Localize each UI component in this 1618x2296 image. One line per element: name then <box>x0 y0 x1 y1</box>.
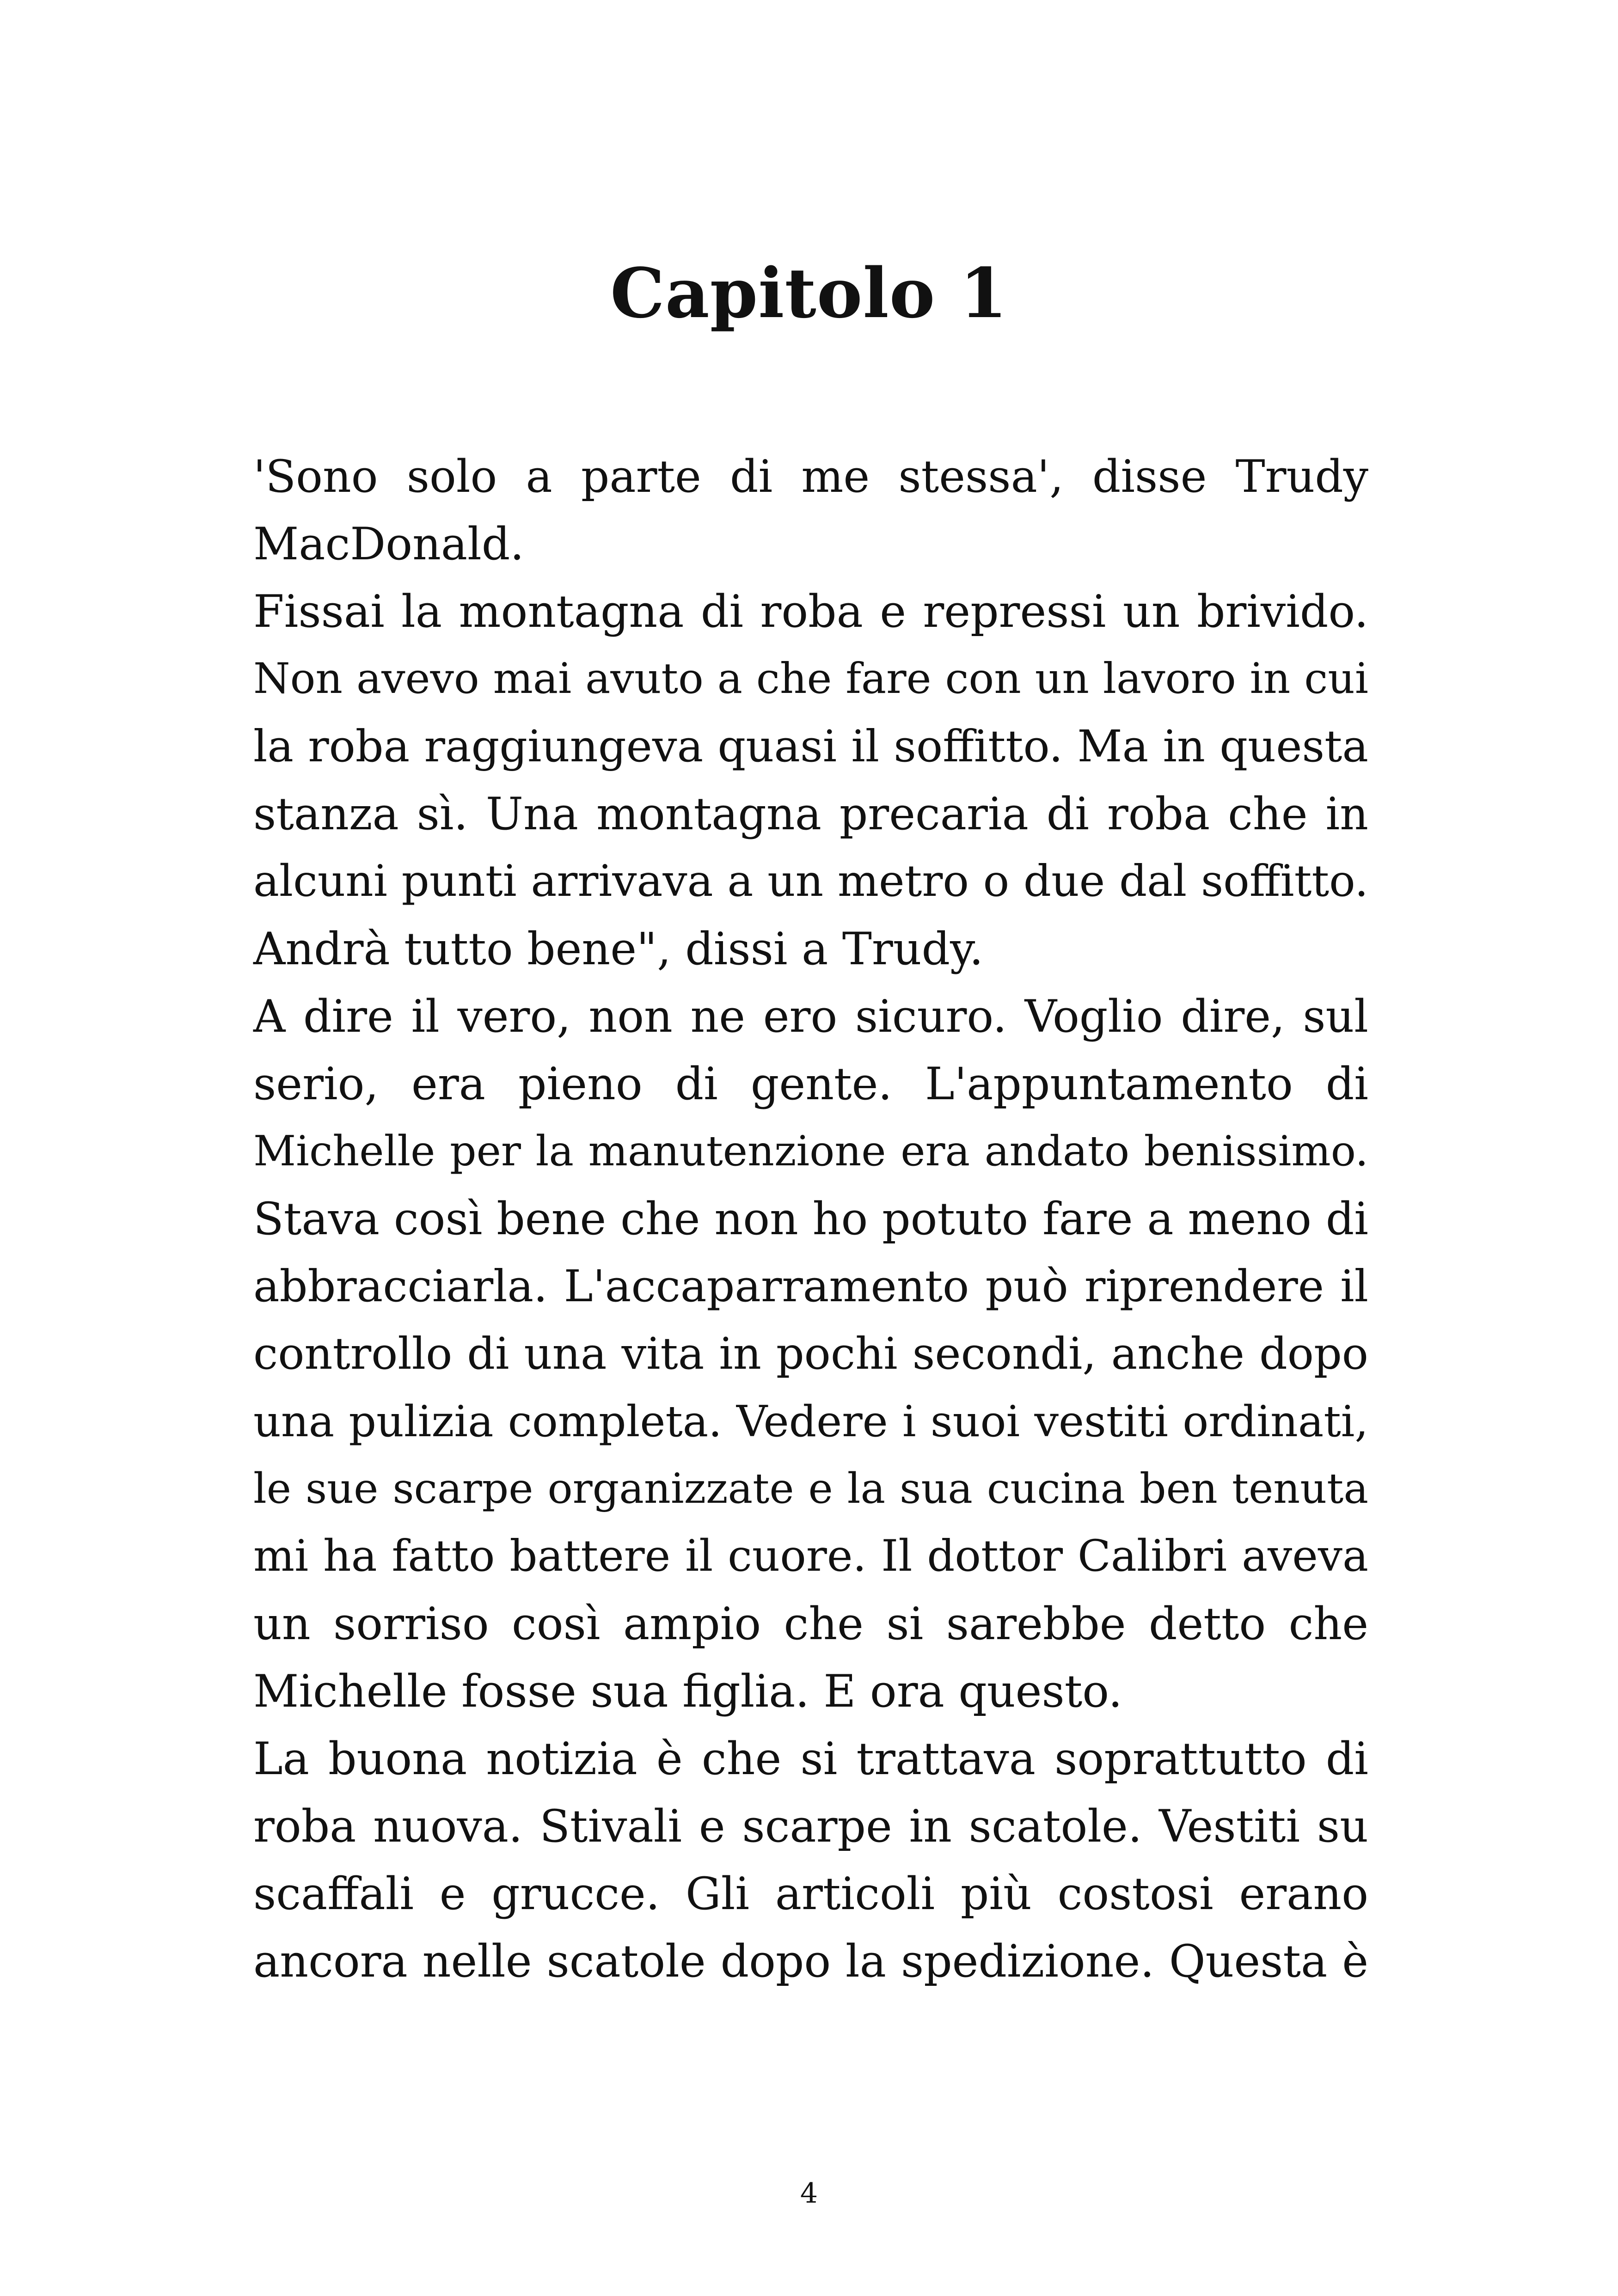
text-line: abbracciarla. L'accaparramento può riprendere il <box>253 1261 1368 1312</box>
text-line: Andrà tutto bene", dissi a Trudy. <box>253 923 984 975</box>
text-line: Michelle fosse sua figlia. E ora questo. <box>253 1665 1122 1717</box>
text-line: roba nuova. Stivali e scarpe in scatole. Vestiti su <box>253 1800 1368 1852</box>
chapter-title: Capitolo 1 <box>610 253 1008 333</box>
text-line: la roba raggiungeva quasi il soffitto. Ma in questa <box>253 721 1368 772</box>
text-line: Michelle per la manutenzione era andato benissimo. <box>253 1127 1368 1176</box>
text-line: le sue scarpe organizzate e la sua cucina ben tenuta <box>253 1464 1368 1513</box>
page-number: 4 <box>800 2177 818 2210</box>
text-line: scaffali e grucce. Gli articoli più costosi erano <box>253 1868 1368 1920</box>
body-text <box>253 443 1368 1995</box>
text-line: La buona notizia è che si trattava soprattutto di <box>253 1733 1368 1785</box>
text-line: 'Sono solo a parte di me stessa', disse Trudy <box>253 451 1368 502</box>
text-line: stanza sì. Una montagna precaria di roba che in <box>253 788 1368 840</box>
text-line: MacDonald. <box>253 518 524 570</box>
text-line: controllo di una vita in pochi secondi, anche dopo <box>253 1329 1368 1379</box>
text-line: A dire il vero, non ne ero sicuro. Voglio dire, sul <box>253 991 1368 1042</box>
text-line: mi ha fatto battere il cuore. Il dottor Calibri aveva <box>253 1531 1368 1581</box>
text-line: un sorriso così ampio che si sarebbe detto che <box>253 1598 1368 1650</box>
text-line: serio, era pieno di gente. L'appuntamento di <box>253 1058 1368 1110</box>
text-line: ancora nelle scatole dopo la spedizione. Questa è <box>253 1935 1368 1987</box>
text-line: Fissai la montagna di roba e repressi un brivido. <box>253 586 1368 637</box>
text-line: una pulizia completa. Vedere i suoi vestiti ordinati, <box>253 1396 1368 1446</box>
text-line: Stava così bene che non ho potuto fare a meno di <box>253 1193 1368 1245</box>
text-line: alcuni punti arrivava a un metro o due dal soffitto. <box>253 856 1368 906</box>
text-line: Non avevo mai avuto a che fare con un lavoro in cui <box>253 655 1368 703</box>
